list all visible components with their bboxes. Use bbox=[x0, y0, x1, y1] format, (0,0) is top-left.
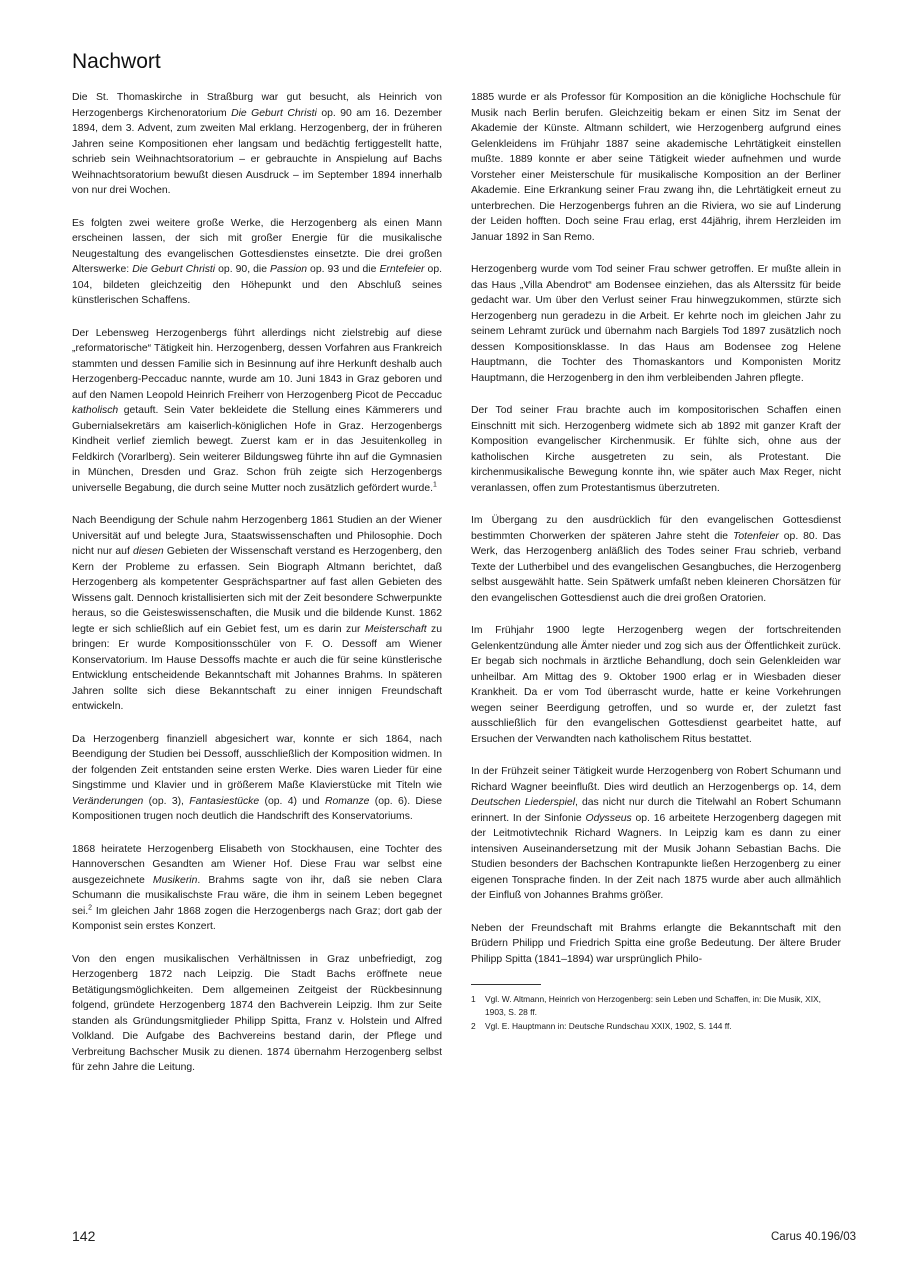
text-run: Im Übergang zu den ausdrücklich für den evangelischen Gottesdienst bestimmten Chorwerken der späteren Jahre steht die bbox=[471, 515, 841, 542]
italic-title: Fantasiestücke bbox=[189, 795, 260, 807]
footnote bbox=[471, 1020, 841, 1033]
text-run: (op. 3), bbox=[143, 795, 190, 807]
text-run: , das nicht nur durch die Titelwahl an Robert Schumann erinnert. In der Sinfonie bbox=[471, 797, 841, 824]
footnote-ref: 1 bbox=[433, 481, 437, 489]
text-run: getauft. Sein Vater bekleidete die Stellung eines Kämmerers und Gubernialsekretärs am kaiserlich-königlichen Hofe in Graz. Herzogenbergs Kindheit verlief ziemlich bewegt. Zuerst kam er in das Jesuitenkolleg in Feldkirch (Vorarlberg). Sein weiterer Bildungsweg führte ihn auf die Gymnasien in München, Dresden und Graz. Schon früh zeigte sich Herzogenbergs universelle Begabung, die durch seine Mutter noch zusätzlich gefördert wurde. bbox=[72, 405, 442, 494]
paragraph bbox=[72, 90, 442, 199]
italic-title: Totenfeier bbox=[733, 530, 779, 542]
italic-title: Deutschen Liederspiel bbox=[471, 797, 576, 808]
italic-title: Die Geburt Christi bbox=[132, 264, 216, 275]
paragraph bbox=[72, 842, 442, 935]
italic-title: Veränderungen bbox=[72, 795, 144, 807]
text-run: Da Herzogenberg finanziell abgesichert war, konnte er sich 1864, nach Beendigung der Studien bei Dessoff, ausschließlich der Komposition widmen. In der folgenden Zeit entstanden seine ersten Werke. Dies waren Lieder für eine Singstimme und Klavier und in größerem Maße Klavierstücke mit Titeln wie bbox=[72, 733, 442, 791]
text-run: op. 104, bildeten gleichzeitig den Höhepunkt und den Abschluß seines künstlerischen Schaffens. bbox=[72, 264, 442, 306]
text-run: Von den engen musikalischen Verhältnissen in Graz unbefriedigt, zog Herzogenberg 1872 nach Leipzig. Die Stadt Bachs eröffnete neue Betätigungsmöglichkeiten. Dem allgemeinen Zeitgeist der Rückbesinnung folgend, gründete Herzogenberg 1874 den Bachverein Leipzig. Ihm zur Seite standen als Gründungsmitglieder Philipp Spitta, Franz v. Holstein und Alfred Volkland. Die Aufgabe des Bachvereins bestand darin, der Pflege und Verbreitung Bachscher Musik zu dienen. 1874 übernahm Herzogenberg selbst für zehn Jahre die Leitung. bbox=[72, 953, 442, 1073]
text-run: op. 90 am 16. Dezember 1894, dem 3. Advent, zum zweiten Mal erklang. Herzogenberg, der in früheren Jahren seine Kompositionen eher langsam und bedächtig fertiggestellt hatte, schrieb sein Weihnachtsoratorium – er gebrauchte in Anspielung auf Bachs Weihnachtsoratorium bewußt diesen Ausdruck – im September 1894 innerhalb von nur drei Wochen. bbox=[72, 107, 443, 196]
paragraph bbox=[471, 623, 841, 747]
text-run: Gebieten der Wissenschaft verstand es Herzogenberg, den Kern der Probleme zu erfassen. Sein Biograph Altmann berichtet, daß Herzogenberg als kompetenter Gesprächspartner auf fast allen Gebieten des Wissens galt. Dennoch kristallisierten sich mit der Zeit besondere Schwerpunkte heraus, so die Geisteswissenschaften, die Musik und die bildende Kunst. 1862 legte er sich schließlich auf ein Gebiet fest, um es darin zur bbox=[72, 546, 442, 635]
text-run: zu bringen: Er wurde Kompositionsschüler von F. O. Dessoff am Wiener Konservatorium. Im Hause Dessoffs machte er auch die für seine künstlerische Entwicklung entscheidende Bekanntschaft mit Johannes Brahms. In späteren Jahren sollte sich diese Bekanntschaft zu einer innigen Freundschaft entwickeln. bbox=[72, 623, 442, 712]
paragraph bbox=[72, 216, 442, 309]
text-run: In der Frühzeit seiner Tätigkeit wurde Herzogenberg von Robert Schumann und Richard Wagner beeinflußt. Dies wird deutlich an Herzogenbergs op. 14, dem bbox=[471, 766, 841, 793]
text-run: . Brahms sagte von ihr, daß sie neben Clara Schumann die musikalischste Frau wäre, die ihm in seinem Leben begegnet sei. bbox=[72, 874, 442, 917]
footnote-number: 1 bbox=[471, 994, 476, 1004]
paragraph bbox=[471, 513, 841, 606]
text-run: (op. 4) und bbox=[259, 795, 325, 807]
footnote-ref: 2 bbox=[88, 904, 93, 912]
text-run: op. 90, die bbox=[215, 264, 271, 275]
text-run: Herzogenberg wurde vom Tod seiner Frau schwer getroffen. Er mußte allein in das Haus „Villa Abendrot“ am Bodensee einziehen, das als Alterssitz für beide gedacht war. Um über den Verlust seiner Frau hinwegzukommen, stürzte sich Herzogenberg nun geradezu in die Arbeit. Er kehrte noch im gleichen Jahr zu seinem Lehramt zurück und übernahm nach Bargiels Tod 1897 zusätzlich noch dessen Kompositionsklasse. In das Haus am Bodensee zog Helene Hauptmann, die Tochter des Thomaskantors und Komponisten Moritz Hauptmann, die Herzogenberg in den ihm verbleibenden Jahren pflegte. bbox=[471, 264, 841, 384]
italic-title: Meisterschaft bbox=[364, 623, 427, 635]
text-run: Der Tod seiner Frau brachte auch im kompositorischen Schaffen einen Einschnitt mit sich. Herzogenberg widmete sich ab 1892 mit ganzer Kraft der Komposition evangelischer Kirchenmusik. Er fühlte sich, ohne aus der katholischen Kirche ausgetreten zu sein, als Protestant. Die kirchenmusikalische Bewegung konnte ihn, wie später auch Max Reger, nicht veranlassen, offen zum Protestantismus überzutreten. bbox=[471, 405, 841, 494]
text-run: 1868 heiratete Herzogenberg Elisabeth von Stockhausen, eine Tochter des Hannoverschen Gesandten am Wiener Hof. Diese Frau war selbst eine ausgezeichnete bbox=[72, 843, 442, 886]
text-run: 1885 wurde er als Professor für Komposition an die königliche Hochschule für Musik nach Berlin berufen. Gleichzeitig bekam er einen Sitz im Senat der Akademie der Künste. Altmann schildert, wie Herzogenberg aufgrund eines Gelenkleidens im Frühjahr 1887 seine akademische Lehrtätigkeit einstellen mußte. 1889 konnte er aber seine Tätigkeit wieder aufnehmen und wurde Vorsteher einer Meisterschule für musikalische Komposition an der Berliner Akademie. Eine Erkrankung seiner Frau zwang ihn, die Lehrtätigkeit erneut zu unterbrechen. Die Herzogenbergs fuhren an die Riviera, wo sie auf Linderung der Leiden hofften. Doch seine Frau erlag, erst 44jährig, ihrem Herzleiden im Januar 1892 in San Remo. bbox=[471, 92, 841, 243]
paragraph bbox=[72, 732, 442, 825]
catalog-number: Carus 40.196/03 bbox=[770, 1231, 856, 1243]
text-run: op. 80. Das Werk, das Herzogenberg anläßlich des Todes seiner Frau schrieb, verband Texte der Lutherbibel und des evangelischen Gesangbuches, die Herzogenberg selbst ausgewählt hatte. Sein Spätwerk umfaßt neben kleineren Chorsätzen für den evangelischen Gottesdienst auch die drei großen Oratorien. bbox=[471, 530, 841, 604]
italic-title: Musikerin bbox=[152, 874, 198, 886]
paragraph bbox=[471, 921, 841, 968]
text-run: Im gleichen Jahr 1868 zogen die Herzogenbergs nach Graz; dort gab der Komponist sein erstes Konzert. bbox=[72, 905, 442, 932]
text-run: Nach Beendigung der Schule nahm Herzogenberg 1861 Studien an der Wiener Universität auf und belegte Jura, Staatswissenschaften und Philosophie. Doch nicht nur auf bbox=[72, 515, 442, 557]
italic-title: Erntefeier bbox=[379, 264, 425, 275]
text-run: Der Lebensweg Herzogenbergs führt allerdings nicht zielstrebig auf diese „reformatorische“ Tätigkeit hin. Herzogenberg, dessen Vorfahren aus Frankreich stammten und dessen Familie sich in Besinnung auf ihre Herkunft deshalb auch Herzogenberg-Peccaduc nannte, wurde am 10. Juni 1843 in Graz geboren und auf den Namen Leopold Heinrich Freiherr von Herzogenberg Picot de Peccaduc bbox=[72, 327, 442, 401]
footnote-text: Vgl. E. Hauptmann in: Deutsche Rundschau XXIX, 1902, S. 144 ff. bbox=[485, 1021, 732, 1031]
italic-title: Passion bbox=[270, 264, 308, 275]
italic-title: Odysseus bbox=[585, 812, 632, 824]
footnote-text: Vgl. W. Altmann, Heinrich von Herzogenberg: sein Leben und Schaffen, in: Die Musik, XIX, 1903, S. 28 ff. bbox=[485, 994, 821, 1017]
paragraph bbox=[72, 326, 442, 497]
paragraph bbox=[471, 764, 841, 904]
text-run: Im Frühjahr 1900 legte Herzogenberg wegen der fortschreitenden Gelenkentzündung alle Ämter nieder und zog sich aus der Öffentlichkeit zurück. Er begab sich nochmals in ärztliche Behandlung, doch sein Gelenkleiden war unheilbar. Am Mittag des 9. Oktober 1900 erlag er in Wiesbaden dieser Krankheit. Da er vom Tod überrascht wurde, hatte er keine Vorkehrungen wegen seiner Beerdigung getroffen, und so wurde er, der zuletzt fast ausschließlich für den evangelischen Gottesdienst gearbeitet hatte, auf Ersuchen der Verwandten nach katholischem Ritus bestattet. bbox=[471, 625, 841, 745]
left-column bbox=[72, 90, 442, 1093]
page-number: 142 bbox=[72, 1228, 96, 1244]
text-run: op. 93 und die bbox=[307, 264, 380, 275]
footnote-number: 2 bbox=[471, 1021, 476, 1031]
text-run: (op. 6). Diese Kompositionen trugen noch deutlich die Handschrift des Konservatoriums. bbox=[72, 795, 442, 822]
italic-title: Romanze bbox=[324, 795, 370, 807]
italic-title: katholisch bbox=[72, 405, 119, 416]
text-run: Neben der Freundschaft mit Brahms erlangte die Bekanntschaft mit den Brüdern Philipp und Friedrich Spitta eine große Bedeutung. Der ältere Bruder Philipp Spitta (1841–1894) war ursprünglich Philo- bbox=[471, 922, 841, 965]
paragraph bbox=[471, 403, 841, 496]
paragraph bbox=[72, 952, 442, 1076]
paragraph bbox=[471, 90, 841, 245]
page-title: Nachwort bbox=[72, 50, 161, 73]
italic-title: diesen bbox=[133, 546, 164, 557]
paragraph bbox=[471, 262, 841, 386]
italic-title: Die Geburt Christi bbox=[231, 107, 317, 119]
right-column bbox=[471, 90, 841, 1035]
text-run: Es folgten zwei weitere große Werke, die Herzogenberg als einen Mann erscheinen lassen, der sich mit großer Energie für die musikalische Neugestaltung des evangelischen Gottesdienstes einsetzte. Die drei großen Alterswerke: bbox=[72, 217, 442, 275]
footnote-divider bbox=[471, 984, 541, 985]
text-run: op. 16 arbeitete Herzogenberg dagegen mit der Leitmotivtechnik Richard Wagners. In Leipzig kam es dann zu einer intensiven Auseinandersetzung mit der Musik Johann Sebastian Bachs. Die Studien besonders der Bachschen Kontrapunkte ließen Herzogenberg zu einer eigenen Tonsprache finden. In der Zeit nach 1875 wurde aber auch allmählich der Einfluß von Johannes Brahms größer. bbox=[471, 812, 841, 901]
text-run: Die St. Thomaskirche in Straßburg war gut besucht, als Heinrich von Herzogenbergs Kirchenoratorium bbox=[72, 92, 442, 119]
footnote bbox=[471, 993, 841, 1018]
paragraph bbox=[72, 513, 442, 715]
